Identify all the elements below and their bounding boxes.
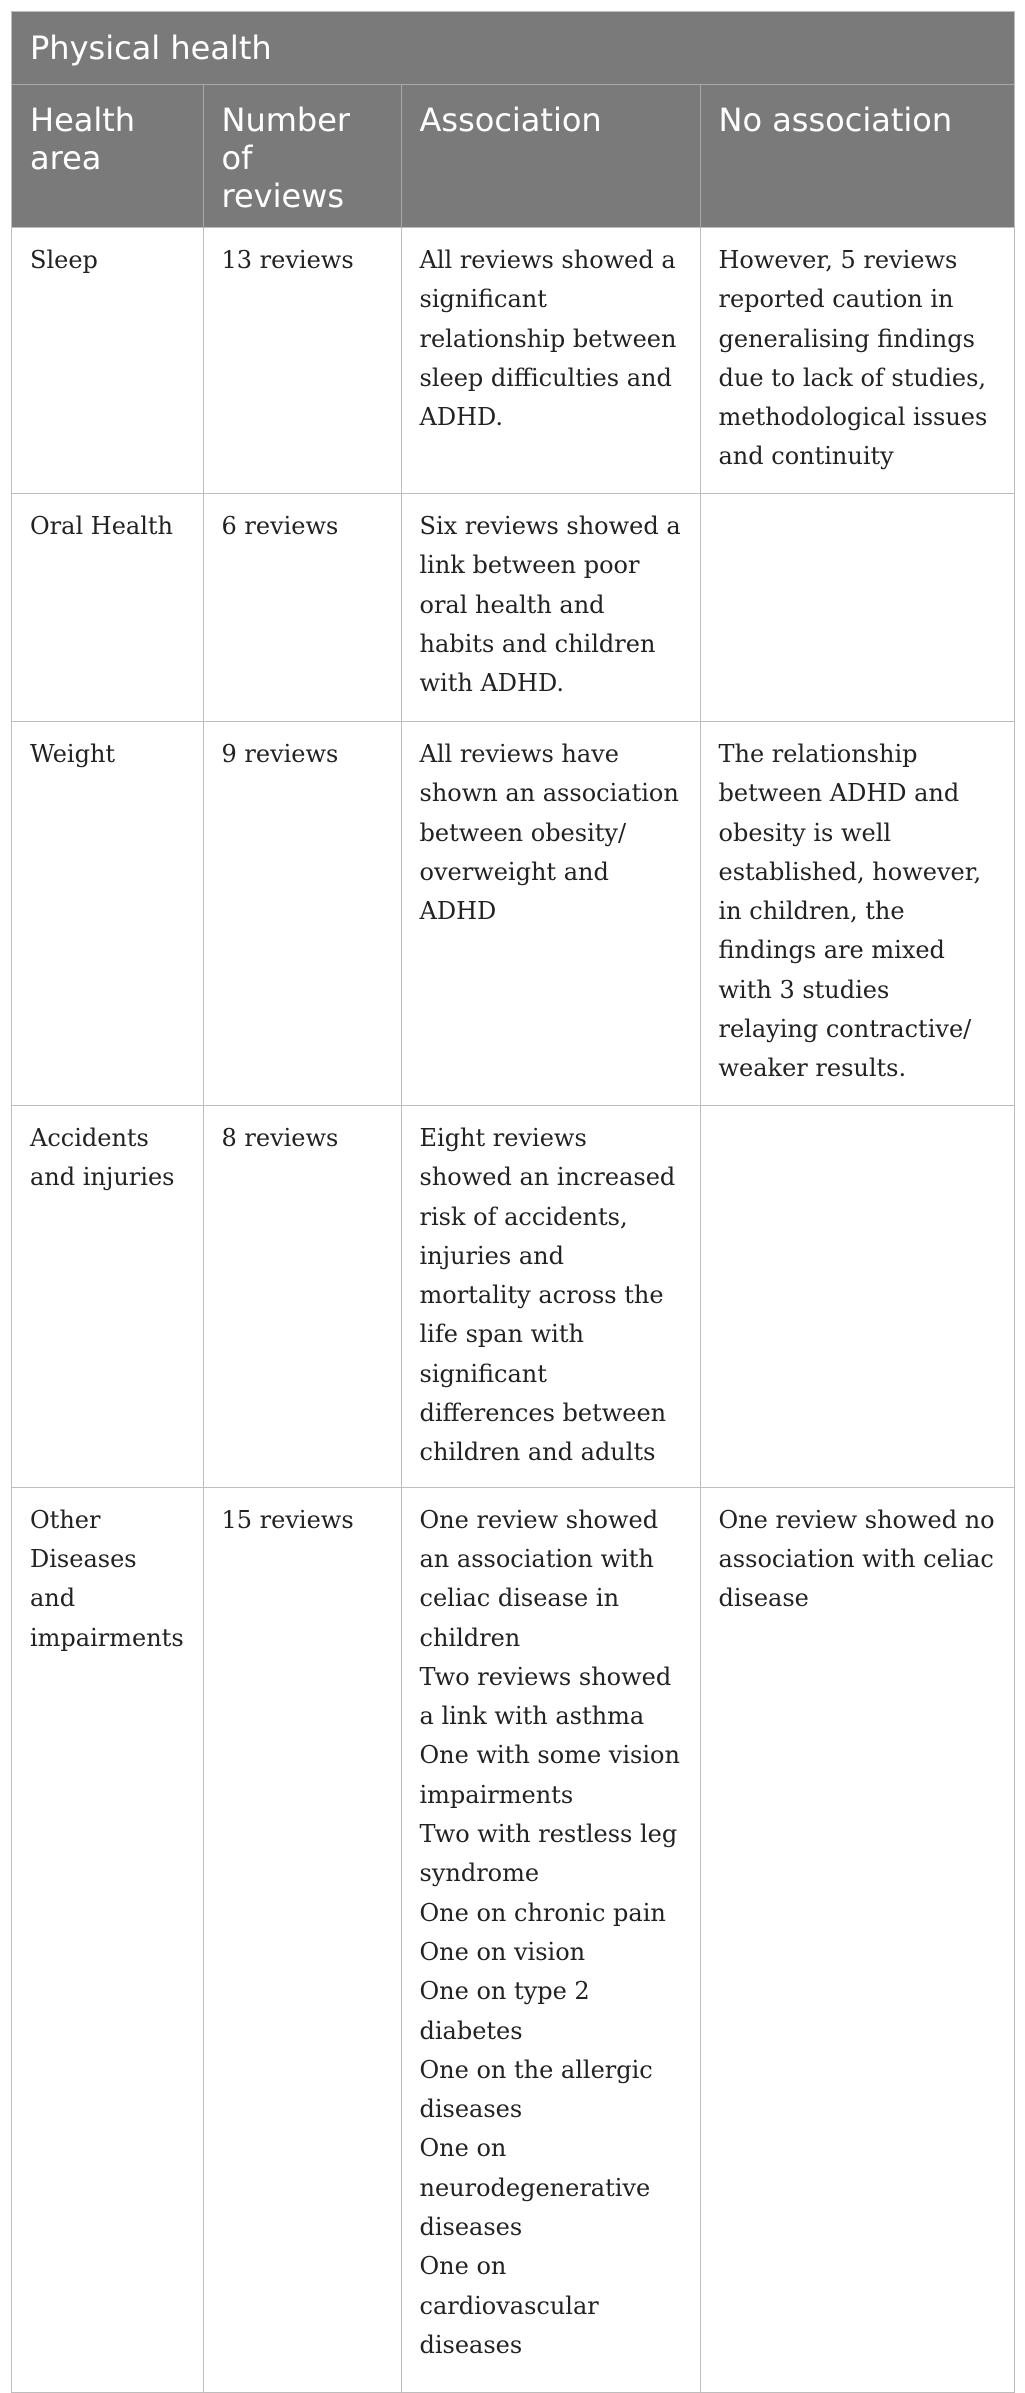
cell-number-of-reviews: 8 reviews bbox=[203, 1106, 401, 1488]
table-row bbox=[12, 1487, 1014, 2392]
cell-no-association bbox=[700, 1106, 1014, 1488]
table-caption-row bbox=[12, 12, 1014, 85]
table-row bbox=[12, 1106, 1014, 1488]
column-header-health-area: Health area bbox=[12, 85, 203, 228]
cell-number-of-reviews: 15 reviews bbox=[203, 1487, 401, 2392]
column-header-number-of-reviews: Number of reviews bbox=[203, 85, 401, 228]
cell-no-association: The relationship between ADHD and obesity is well established, however, in children, the findings are mixed with 3 studies relaying contractive/ weaker results. bbox=[700, 722, 1014, 1106]
table bbox=[12, 12, 1014, 2392]
column-header-association: Association bbox=[401, 85, 700, 228]
association-line: One review showed an association with celiac disease in children bbox=[419, 1505, 659, 1652]
association-line: One on type 2 diabetes bbox=[419, 1977, 590, 2045]
association-line: One on chronic pain bbox=[419, 1898, 666, 1927]
column-header-no-association: No association bbox=[700, 85, 1014, 228]
table-row bbox=[12, 494, 1014, 722]
cell-association: All reviews have shown an association between obesity/ overweight and ADHD bbox=[401, 722, 700, 1106]
cell-association: All reviews showed a significant relationship between sleep difficulties and ADHD. bbox=[401, 228, 700, 494]
association-line: Two with restless leg syndrome bbox=[419, 1820, 678, 1888]
cell-number-of-reviews: 9 reviews bbox=[203, 722, 401, 1106]
cell-association: Eight reviews showed an increased risk of accidents, injuries and mortality across the life span with significant differences between children and adults bbox=[401, 1106, 700, 1488]
cell-health-area: Other Diseases and impairments bbox=[12, 1487, 203, 2392]
header-row bbox=[12, 85, 1014, 228]
association-line: One on neurodegenerative diseases bbox=[419, 2134, 651, 2242]
cell-number-of-reviews: 13 reviews bbox=[203, 228, 401, 494]
association-line: One on vision bbox=[419, 1937, 586, 1966]
association-line: One on cardiovascular diseases bbox=[419, 2252, 599, 2359]
cell-health-area: Oral Health bbox=[12, 494, 203, 722]
cell-association: Six reviews showed a link between poor oral health and habits and children with ADHD. bbox=[401, 494, 700, 722]
cell-number-of-reviews: 6 reviews bbox=[203, 494, 401, 722]
cell-health-area: Sleep bbox=[12, 228, 203, 494]
cell-no-association bbox=[700, 494, 1014, 722]
association-line: One with some vision impairments bbox=[419, 1741, 680, 1809]
association-line: Two reviews showed a link with asthma bbox=[419, 1662, 672, 1731]
table-row bbox=[12, 722, 1014, 1106]
table-title: Physical health bbox=[12, 12, 1014, 85]
cell-health-area: Accidents and injuries bbox=[12, 1106, 203, 1488]
physical-health-table bbox=[11, 11, 1015, 2393]
cell-health-area: Weight bbox=[12, 722, 203, 1106]
cell-association bbox=[401, 1487, 700, 2392]
cell-no-association: One review showed no association with celiac disease bbox=[700, 1487, 1014, 2392]
association-line: One on the allergic diseases bbox=[419, 2055, 653, 2124]
table-row bbox=[12, 228, 1014, 494]
cell-no-association: However, 5 reviews reported caution in generalising findings due to lack of studies, methodological issues and continuity bbox=[700, 228, 1014, 494]
